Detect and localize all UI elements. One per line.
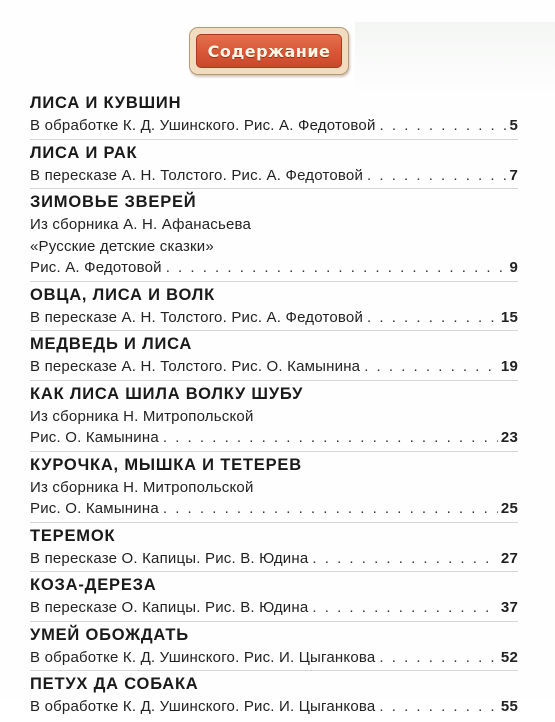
background-tint (355, 22, 555, 97)
heading-plate-inner (196, 34, 342, 68)
toc-entry-credit-row (30, 356, 518, 378)
toc-entry-credit-line: «Русские детские сказки» (30, 237, 214, 255)
dot-leader (367, 307, 498, 329)
toc-entry-title: ЗИМОВЬЕ ЗВЕРЕЙ (30, 193, 197, 211)
dot-leader (367, 165, 506, 187)
toc-entry-title: КАК ЛИСА ШИЛА ВОЛКУ ШУБУ (30, 384, 304, 403)
toc-entry-page-number: 15 (500, 308, 518, 326)
toc-entry-credit-row (30, 165, 518, 187)
dot-leader (312, 597, 498, 619)
toc-entry-credit-line: Из сборника А. Н. Афанасьева (30, 216, 252, 233)
toc-entry (30, 624, 518, 672)
toc-entry-credit-line: Рис. А. Федотовой (30, 259, 162, 276)
dot-leader (163, 427, 498, 449)
toc-entry-credit-line: В пересказе А. Н. Толстого. Рис. А. Федотовой (30, 308, 364, 326)
toc-entry-credit-line: В обработке К. Д. Ушинского. Рис. И. Цыганкова (30, 698, 376, 715)
toc-entry-credit-line: В пересказе А. Н. Толстого. Рис. А. Федотовой (30, 166, 364, 184)
dot-leader (380, 115, 507, 137)
toc-entry-credit-line: В пересказе О. Капицы. Рис. В. Юдина (30, 549, 309, 567)
toc-entry (30, 454, 518, 523)
toc-entry-title: ЛИСА И РАК (30, 143, 138, 162)
toc-entry (30, 574, 518, 622)
toc-entry (30, 191, 518, 282)
toc-entry-title: ПЕТУХ ДА СОБАКА (30, 675, 199, 693)
toc-entry-credit-row (30, 597, 518, 619)
dot-leader (166, 257, 507, 279)
toc-entry (30, 333, 518, 381)
toc-entry-title: ТЕРЕМОК (30, 526, 116, 545)
toc-entry-page-number: 55 (500, 698, 518, 715)
toc-entry-title: МЕДВЕДЬ И ЛИСА (30, 335, 193, 353)
toc-entry-credit-row (30, 647, 518, 669)
toc-entry-title: КОЗА-ДЕРЕЗА (30, 576, 157, 594)
table-of-contents (30, 92, 518, 722)
toc-entry-credit-row (30, 548, 518, 570)
toc-entry-page-number: 9 (509, 259, 518, 276)
toc-entry-page-number: 52 (500, 648, 518, 666)
page-title: Содержание (207, 41, 331, 61)
toc-entry-page-number: 5 (509, 117, 518, 134)
toc-entry-credit-line: Из сборника Н. Митропольской (30, 478, 254, 496)
toc-entry-credit-row (30, 257, 518, 279)
toc-entry (30, 92, 518, 140)
toc-entry-credit-line: Рис. О. Камынина (30, 500, 159, 517)
toc-entry-title: ЛИСА И КУВШИН (30, 94, 182, 112)
toc-entry (30, 142, 518, 190)
dot-leader (163, 498, 498, 520)
heading-plate (189, 27, 349, 75)
toc-entry-credit-line: В пересказе О. Капицы. Рис. В. Юдина (30, 599, 309, 616)
toc-entry-credit-line: Из сборника Н. Митропольской (30, 407, 254, 425)
toc-entry-credit-row (30, 427, 518, 449)
toc-entry-credit-row (30, 696, 518, 718)
toc-entry-credit-line: В обработке К. Д. Ушинского. Рис. А. Федотовой (30, 117, 376, 134)
toc-entry (30, 673, 518, 720)
toc-entry-credit-line: Рис. О. Камынина (30, 429, 159, 446)
toc-entry-title: ОВЦА, ЛИСА И ВОЛК (30, 285, 215, 304)
toc-entry-credit-row (30, 498, 518, 520)
toc-entry (30, 284, 518, 332)
toc-entry-page-number: 23 (500, 429, 518, 446)
toc-entry-credit-row (30, 115, 518, 137)
dot-leader (312, 548, 498, 570)
toc-entry-title: УМЕЙ ОБОЖДАТЬ (30, 625, 189, 644)
toc-entry-title: КУРОЧКА, МЫШКА И ТЕТЕРЕВ (30, 455, 302, 474)
toc-entry-page-number: 25 (500, 500, 518, 517)
toc-entry-page-number: 7 (509, 166, 518, 184)
dot-leader (364, 356, 498, 378)
toc-entry-page-number: 27 (500, 549, 518, 567)
toc-entry-page-number: 37 (500, 599, 518, 616)
toc-entry-page-number: 19 (500, 358, 518, 375)
toc-entry-credit-row (30, 307, 518, 329)
toc-entry-credit-line: В обработке К. Д. Ушинского. Рис. И. Цыганкова (30, 648, 376, 666)
dot-leader (379, 696, 497, 718)
toc-entry-credit-line: В пересказе А. Н. Толстого. Рис. О. Камынина (30, 358, 361, 375)
dot-leader (379, 647, 497, 669)
toc-entry (30, 525, 518, 573)
toc-entry (30, 383, 518, 452)
